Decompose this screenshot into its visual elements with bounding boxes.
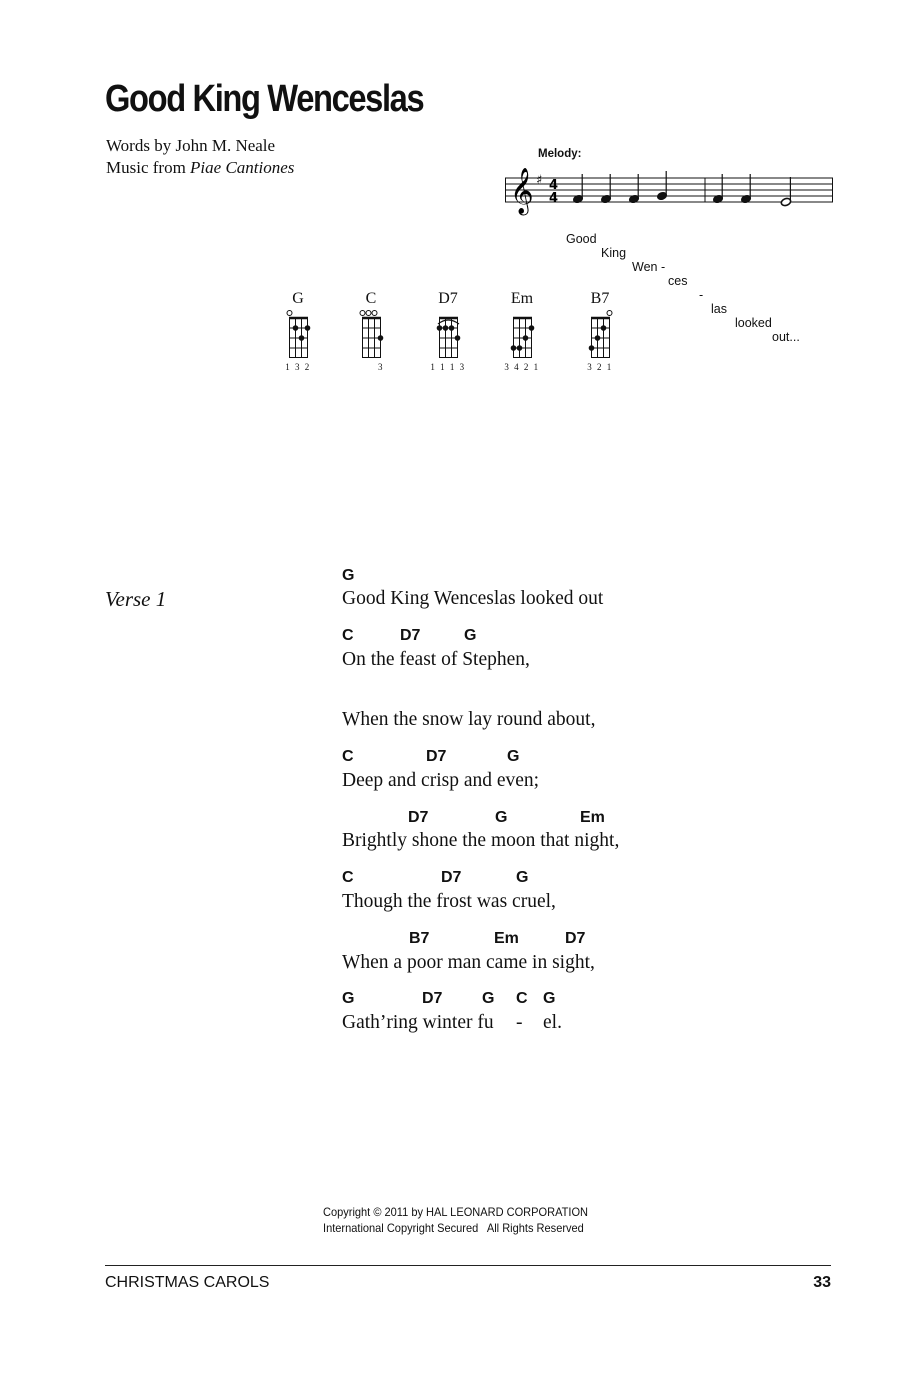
chord-symbol: D7: [400, 627, 421, 644]
treble-clef-icon: 𝄞: [510, 168, 534, 214]
music-credit-prefix: Music from: [106, 158, 191, 177]
melody-syllable: Wen -: [632, 260, 666, 274]
chord-symbol: Em: [580, 809, 605, 826]
copyright-line-1: Copyright © 2011 by HAL LEONARD CORPORATION: [323, 1205, 589, 1219]
chord-symbol: D7: [565, 930, 586, 947]
chord-symbol: C: [342, 627, 354, 644]
time-signature-bottom: 4: [549, 191, 559, 206]
book-title: CHRISTMAS CAROLS: [105, 1274, 270, 1291]
chord-diagram-name: G: [292, 290, 304, 307]
music-credit-source: Piae Cantiones: [190, 158, 295, 177]
lyric-text: el.: [543, 1012, 562, 1033]
chord-symbol: G: [495, 809, 508, 826]
chord-diagram-name: Em: [510, 290, 534, 307]
chord-symbol: C: [342, 869, 354, 886]
chord-symbol: G: [482, 990, 495, 1007]
chord-diagram-g: [268, 290, 328, 372]
fretboard-b7: [582, 308, 618, 360]
melody-label: Melody:: [538, 148, 582, 160]
lyric-text: When a poor man came in sight,: [342, 952, 595, 973]
chord-fingering: 3 2 1: [587, 362, 613, 372]
chord-symbol: C: [342, 748, 354, 765]
lyric-text: Deep and crisp and even;: [342, 770, 540, 791]
verse-label: Verse 1: [105, 587, 167, 611]
melody-syllable: out...: [772, 330, 800, 344]
chord-fingering: 1 3 2: [285, 362, 311, 372]
lyric-text: Brightly shone the moon that night,: [342, 830, 620, 851]
chord-fingering: 1 1 1 3: [430, 362, 466, 372]
chord-symbol: Em: [494, 930, 519, 947]
lyric-text: Though the frost was cruel,: [342, 891, 556, 912]
melody-syllable: las: [711, 302, 727, 316]
melody-syllable: Good: [566, 232, 597, 246]
fretboard-c: [353, 308, 389, 360]
lyric-text: On the feast of Stephen,: [342, 649, 530, 670]
chord-diagram-d7: [418, 290, 478, 372]
fretboard-d7: [430, 308, 466, 360]
melody-syllable: ces: [668, 274, 688, 288]
chord-diagram-name: C: [365, 290, 377, 307]
words-credit: Words by John M. Neale: [106, 136, 276, 155]
chord-fingering: 3 4 2 1: [504, 362, 540, 372]
chord-diagram-name: B7: [590, 290, 610, 307]
sharp-icon: ♯: [536, 173, 543, 188]
music-credit: [106, 158, 294, 178]
fretboard-g: [280, 308, 316, 360]
chord-symbol: G: [507, 748, 520, 765]
melody-staff: [505, 158, 837, 220]
footer-divider: [105, 1265, 831, 1266]
chord-diagram-em: [492, 290, 552, 372]
time-signature-top: 4: [549, 178, 559, 193]
melody-syllable: looked: [735, 316, 772, 330]
chord-diagram-b7: [570, 290, 630, 372]
fretboard-em: [504, 308, 540, 360]
melody-syllable: -: [699, 288, 704, 302]
chord-symbol: D7: [441, 869, 462, 886]
chord-diagram-c: [341, 290, 401, 372]
chord-fingering: 3: [378, 362, 384, 372]
lyric-text: When the snow lay round about,: [342, 709, 596, 730]
chord-symbol: G: [342, 990, 355, 1007]
lyric-text: Good King Wenceslas looked out: [342, 588, 604, 609]
melody-syllable: King: [601, 246, 627, 260]
chord-symbol: G: [342, 567, 355, 584]
chord-symbol: G: [516, 869, 529, 886]
chord-symbol: B7: [409, 930, 430, 947]
page-number: 33: [813, 1274, 831, 1291]
chord-symbol: G: [464, 627, 477, 644]
chord-symbol: D7: [408, 809, 429, 826]
lyric-text: -: [516, 1012, 523, 1033]
song-title: Good King Wenceslas: [105, 78, 424, 120]
chord-symbol: D7: [422, 990, 443, 1007]
lyric-text: Gath’ring winter fu: [342, 1012, 494, 1033]
chord-symbol: G: [543, 990, 556, 1007]
chord-symbol: C: [516, 990, 528, 1007]
chord-diagram-name: D7: [438, 290, 458, 307]
chord-symbol: D7: [426, 748, 447, 765]
copyright-line-2: International Copyright Secured All Rights Reserved: [323, 1221, 584, 1235]
